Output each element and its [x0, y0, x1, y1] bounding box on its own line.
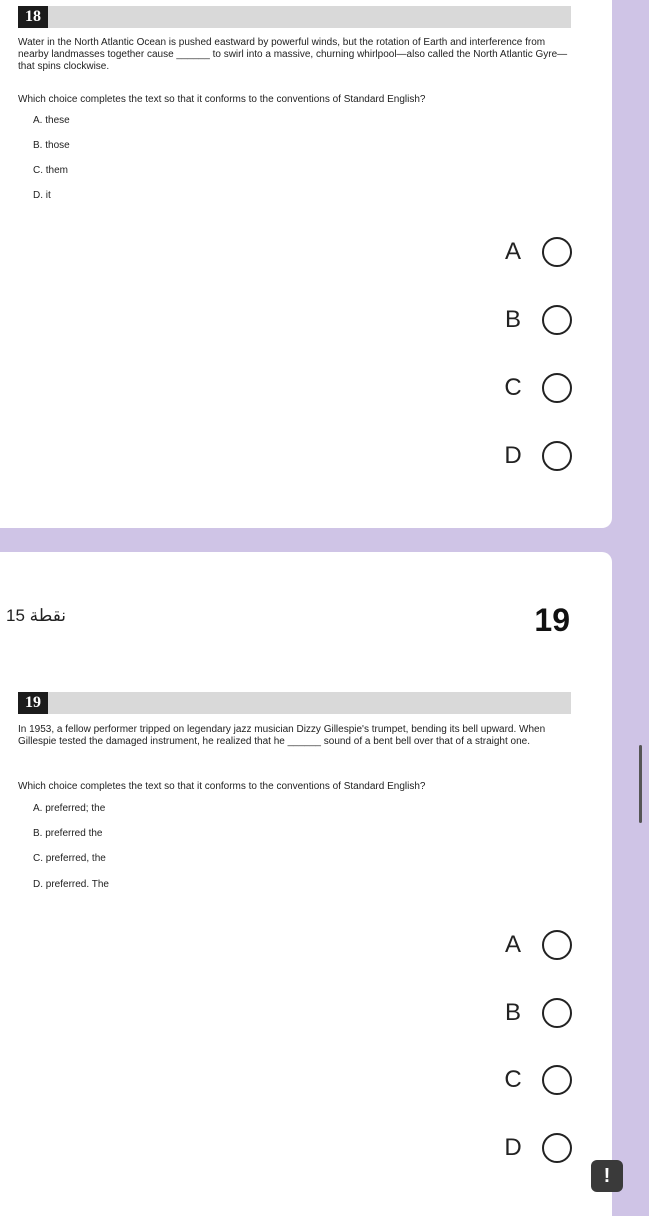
radio-circle-icon[interactable]: [542, 998, 572, 1028]
scrollbar-thumb[interactable]: [639, 745, 642, 823]
answer-bubble-c[interactable]: [482, 1062, 572, 1098]
question-18-card: [0, 0, 612, 528]
radio-circle-icon[interactable]: [542, 930, 572, 960]
alert-icon[interactable]: !: [591, 1160, 623, 1192]
bubble-letter: D: [504, 442, 522, 469]
radio-circle-icon[interactable]: [542, 305, 572, 335]
question-prompt: Which choice completes the text so that it conforms to the conventions of Standard English?: [18, 781, 426, 792]
choice-a-text: A. preferred; the: [33, 803, 106, 814]
answer-bubble-d[interactable]: [482, 438, 572, 474]
choice-b-text: B. those: [33, 140, 70, 151]
bubble-letter: B: [504, 306, 521, 333]
question-number: 18: [18, 6, 48, 28]
bubble-letter: C: [504, 374, 522, 401]
question-number: 19: [18, 692, 48, 714]
question-header-bar: [18, 692, 571, 714]
bubble-letter: B: [504, 999, 521, 1026]
bubble-letter: A: [504, 931, 521, 958]
bubble-letter: C: [504, 1066, 522, 1093]
bubble-letter: A: [504, 238, 521, 265]
choice-c-text: C. preferred, the: [33, 853, 106, 864]
question-header-bar: [18, 6, 571, 28]
choice-d-text: D. it: [33, 190, 51, 201]
answer-bubble-a[interactable]: [482, 927, 572, 963]
answer-bubble-b[interactable]: [482, 995, 572, 1031]
answer-bubble-a[interactable]: [482, 234, 572, 270]
question-19-card: [0, 552, 612, 1216]
choice-a-text: A. these: [33, 115, 70, 126]
question-passage: Water in the North Atlantic Ocean is pushed eastward by powerful winds, but the rotation of Earth and interference from nearby landmasses together cause ______ to swirl into a massive, churning whirlpool—also called the North Atlantic Gyre—that spins clockwise.: [18, 37, 568, 72]
question-prompt: Which choice completes the text so that it conforms to the conventions of Standard English?: [18, 94, 426, 105]
answer-bubble-c[interactable]: [482, 370, 572, 406]
choice-b-text: B. preferred the: [33, 828, 103, 839]
page-question-number: 19: [534, 602, 570, 638]
points-label: نقطة 15: [6, 606, 67, 625]
radio-circle-icon[interactable]: [542, 1065, 572, 1095]
radio-circle-icon[interactable]: [542, 1133, 572, 1163]
radio-circle-icon[interactable]: [542, 237, 572, 267]
question-passage: In 1953, a fellow performer tripped on legendary jazz musician Dizzy Gillespie's trumpet, bending its bell upward. When Gillespie tested the damaged instrument, he realized that he ______ sound of a bent bell over that of a straight one.: [18, 724, 546, 747]
answer-bubble-b[interactable]: [482, 302, 572, 338]
choice-c-text: C. them: [33, 165, 69, 176]
radio-circle-icon[interactable]: [542, 441, 572, 471]
choice-d-text: D. preferred. The: [33, 879, 109, 890]
radio-circle-icon[interactable]: [542, 373, 572, 403]
bubble-letter: D: [504, 1134, 522, 1161]
answer-bubble-d[interactable]: [482, 1130, 572, 1166]
